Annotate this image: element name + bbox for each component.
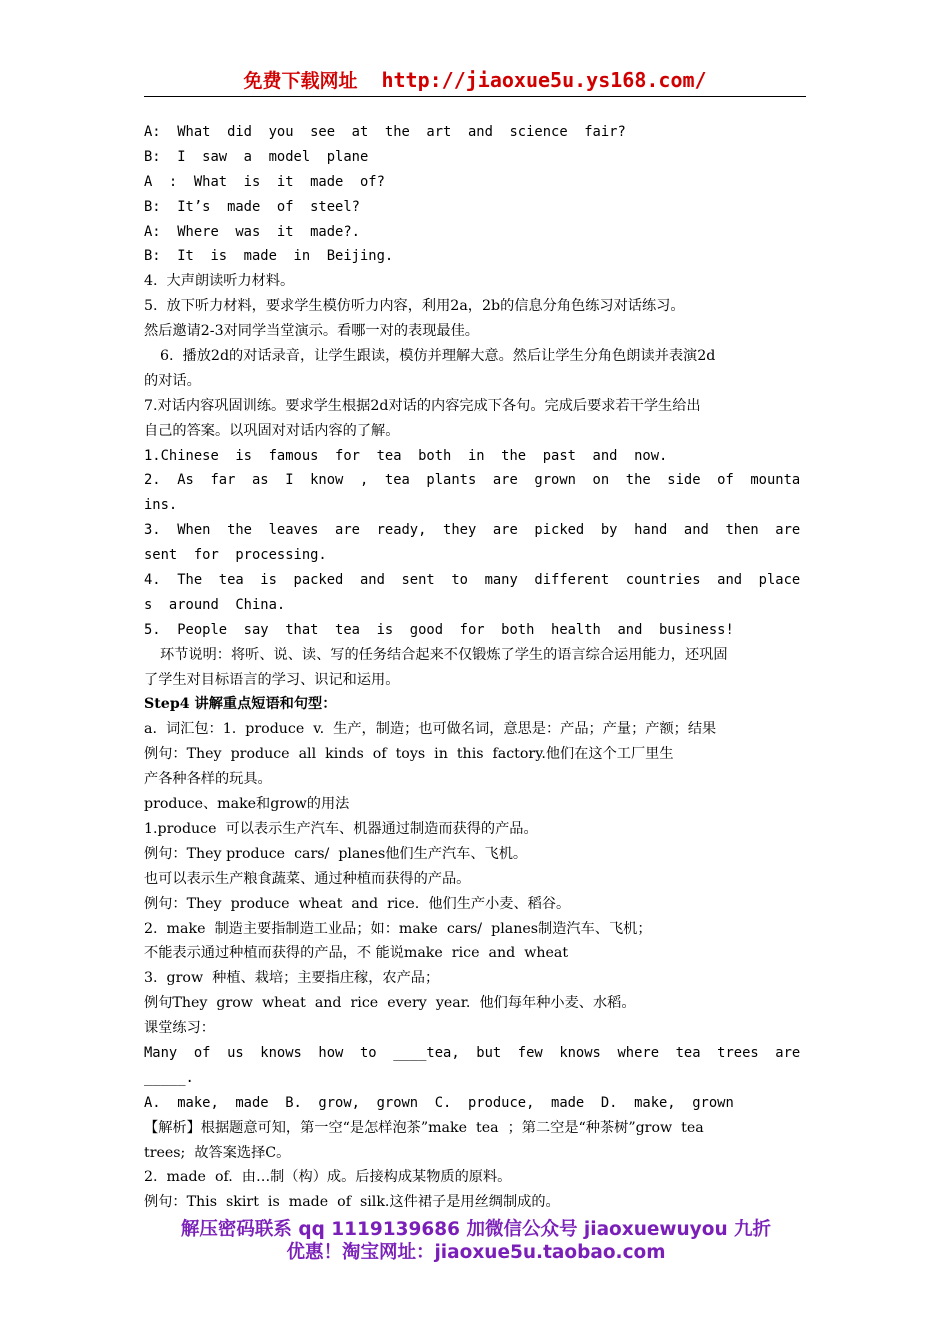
text-line: A : What is it made of?: [144, 173, 385, 190]
text-line: _____.: [144, 1069, 194, 1086]
text-line: 2. As far as I know , tea plants are grown on the side of mounta: [144, 472, 801, 489]
footer-line-1: 解压密码联系 qq 1119139686 加微信公众号 jiaoxuewuyou 九折: [180, 1219, 772, 1240]
footer-line-2: 优惠！淘宝网址：jiaoxue5u.taobao.com: [286, 1242, 666, 1263]
text-line: 2. made of. 由…制（构）成。后接构成某物质的原料。: [144, 1169, 512, 1186]
text-line: 1.Chinese is famous for tea both in the past and now.: [144, 447, 668, 464]
text-line: 3. grow 种植、栽培；主要指庄稼，农产品；: [144, 970, 440, 987]
text-line: 5. 放下听力材料，要求学生模仿听力内容，利用2a，2b的信息分角色练习对话练习。: [144, 298, 685, 315]
text-line: 例句They grow wheat and rice every year. 他们每年种小麦、水稻。: [144, 995, 636, 1012]
text-line: Many of us knows how to ____tea, but few knows where tea trees are: [144, 1044, 801, 1061]
text-line: 5. People say that tea is good for both health and business!: [144, 621, 734, 638]
text-line: s around China.: [144, 596, 286, 613]
text-line: ins.: [144, 497, 178, 514]
text-line: B: It is made in Beijing.: [144, 248, 394, 265]
text-line: 3. When the leaves are ready, they are picked by hand and then are: [144, 522, 801, 539]
section-heading: Step4 讲解重点短语和句型：: [144, 696, 337, 713]
page-header: [144, 66, 806, 97]
text-line: A. make, made B. grow, grown C. produce, made D. make, grown: [144, 1094, 734, 1111]
text-line: 4. The tea is packed and sent to many different countries and place: [144, 572, 801, 589]
text-line: B: It’s made of steel?: [144, 198, 360, 215]
text-line: 7.对话内容巩固训练。要求学生根据2d对话的内容完成下各句。完成后要求若干学生给出: [144, 397, 701, 414]
header-url[interactable]: http://jiaoxue5u.ys168.com/: [381, 68, 707, 92]
text-line: 1.produce 可以表示生产汽车、机器通过制造而获得的产品。: [144, 820, 538, 837]
text-line: 环节说明：将听、说、读、写的任务结合起来不仅锻炼了学生的语言综合运用能力，还巩固: [160, 646, 728, 663]
text-line: 了学生对目标语言的学习、识记和运用。: [144, 671, 400, 688]
header-label: 免费下载网址: [243, 70, 358, 92]
text-line: 例句：This skirt is made of silk.这件裙子是用丝绸制成的。: [144, 1194, 560, 1211]
text-line: 然后邀请2-3对同学当堂演示。看哪一对的表现最佳。: [144, 323, 479, 340]
text-line: A: Where was it made?.: [144, 223, 360, 240]
text-line: trees; 故答案选择C。: [144, 1144, 291, 1161]
text-line: 自己的答案。以巩固对对话内容的了解。: [144, 422, 400, 439]
text-line: 也可以表示生产粮食蔬菜、通过种植而获得的产品。: [144, 870, 471, 887]
document-body: [144, 120, 808, 1215]
text-line: 2. make 制造主要指制造工业品；如：make cars/ planes制造汽车、飞机；: [144, 920, 652, 937]
text-line: 不能表示通过种植而获得的产品，不 能说make rice and wheat: [144, 945, 569, 962]
text-line: 的对话。: [144, 372, 201, 389]
text-line: 例句：They produce cars/ planes他们生产汽车、飞机。: [144, 845, 528, 862]
text-line: B: I saw a model plane: [144, 148, 369, 165]
text-line: 6. 播放2d的对话录音，让学生跟读，模仿并理解大意。然后让学生分角色朗读并表演2d: [160, 348, 716, 365]
text-line: produce、make和grow的用法: [144, 796, 350, 813]
text-line: A: What did you see at the art and science fair?: [144, 124, 626, 140]
text-line: 产各种各样的玩具。: [144, 771, 272, 788]
text-line: 例句：They produce wheat and rice. 他们生产小麦、稻谷。: [144, 895, 571, 912]
text-line: a. 词汇包：1. produce v. 生产，制造；也可做名词，意思是：产品；产量；产额；结果: [144, 721, 717, 738]
text-line: sent for processing.: [144, 547, 327, 564]
text-line: 例句：They produce all kinds of toys in this factory.他们在这个工厂里生: [144, 746, 674, 763]
text-line: 4. 大声朗读听力材料。: [144, 273, 295, 290]
text-line: 课堂练习：: [144, 1020, 215, 1037]
text-line: 【解析】根据题意可知，第一空“是怎样泡茶”make tea ；第二空是“种茶树”grow tea: [144, 1119, 704, 1136]
